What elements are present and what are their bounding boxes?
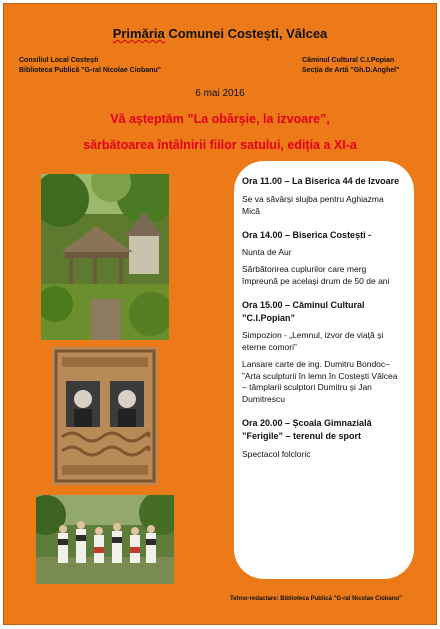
- event-title: Ora 15.00 – Căminul Cultural ”C.I.Popian”: [242, 300, 365, 323]
- event-description: Sărbătorirea cuplurilor care merg împreună pe același drum de 50 de ani: [242, 264, 390, 286]
- event-item: [242, 299, 404, 405]
- pavilion-photo: [41, 174, 169, 340]
- event-title: Ora 11.00 – La Biserica 44 de Izvoare: [242, 176, 400, 186]
- headline-line1: Vă așteptăm ”La obârșie, la izvoare”,: [110, 112, 330, 126]
- poster: [3, 3, 437, 625]
- folk-dancers-photo: [36, 495, 174, 584]
- event-subtitle: Nunta de Aur: [242, 247, 292, 257]
- header-right-line2: Secția de Artă "Gh.D.Anghel": [302, 67, 400, 74]
- credit-line: Tehno-redactare: Biblioteca Publică "G-ral Nicolae Ciobanu": [230, 596, 402, 602]
- event-item: [242, 175, 404, 217]
- title-rest: Comunei Costești, Vâlcea: [164, 26, 328, 41]
- event-title: Ora 20.00 – Școala Gimnazială ”Ferigile” – terenul de sport: [242, 418, 372, 441]
- event-subtitle: Simpozion - „Lemnul, izvor de viață și eterne comori”: [242, 330, 384, 352]
- program-panel: [234, 161, 414, 579]
- headline: [4, 106, 436, 158]
- event-description: Lansare carte de ing. Dumitru Bondoc– ”Arta sculpturii în lemn în Costești Vâlcea – tâmplarii sculptori Dumitru și Jan Dumitrescu: [242, 359, 398, 404]
- event-description: Se va săvârși slujba pentru Aghiazma Mică: [242, 194, 384, 216]
- headline-line2: sărbătoarea întâlnirii fiilor satului, ediția a XI-a: [83, 138, 357, 152]
- header-left-line1: Consiliul Local Costești: [19, 57, 99, 64]
- event-date: 6 mai 2016: [195, 88, 245, 99]
- header-left: [19, 56, 161, 76]
- event-description: Spectacol folcloric: [242, 449, 311, 459]
- event-item: [242, 417, 404, 461]
- header-right: [302, 56, 399, 76]
- event-title: Ora 14.00 – Biserica Costești -: [242, 230, 372, 240]
- header-right-line1: Căminul Cultural C.I.Popian: [302, 57, 395, 64]
- event-item: [242, 229, 404, 287]
- title-underlined-word: Primăria: [112, 26, 165, 41]
- header-left-line2: Biblioteca Publică "G-ral Nicolae Ciobanu": [19, 67, 161, 74]
- carved-portraits-photo: [52, 347, 158, 485]
- page-title: [4, 26, 436, 41]
